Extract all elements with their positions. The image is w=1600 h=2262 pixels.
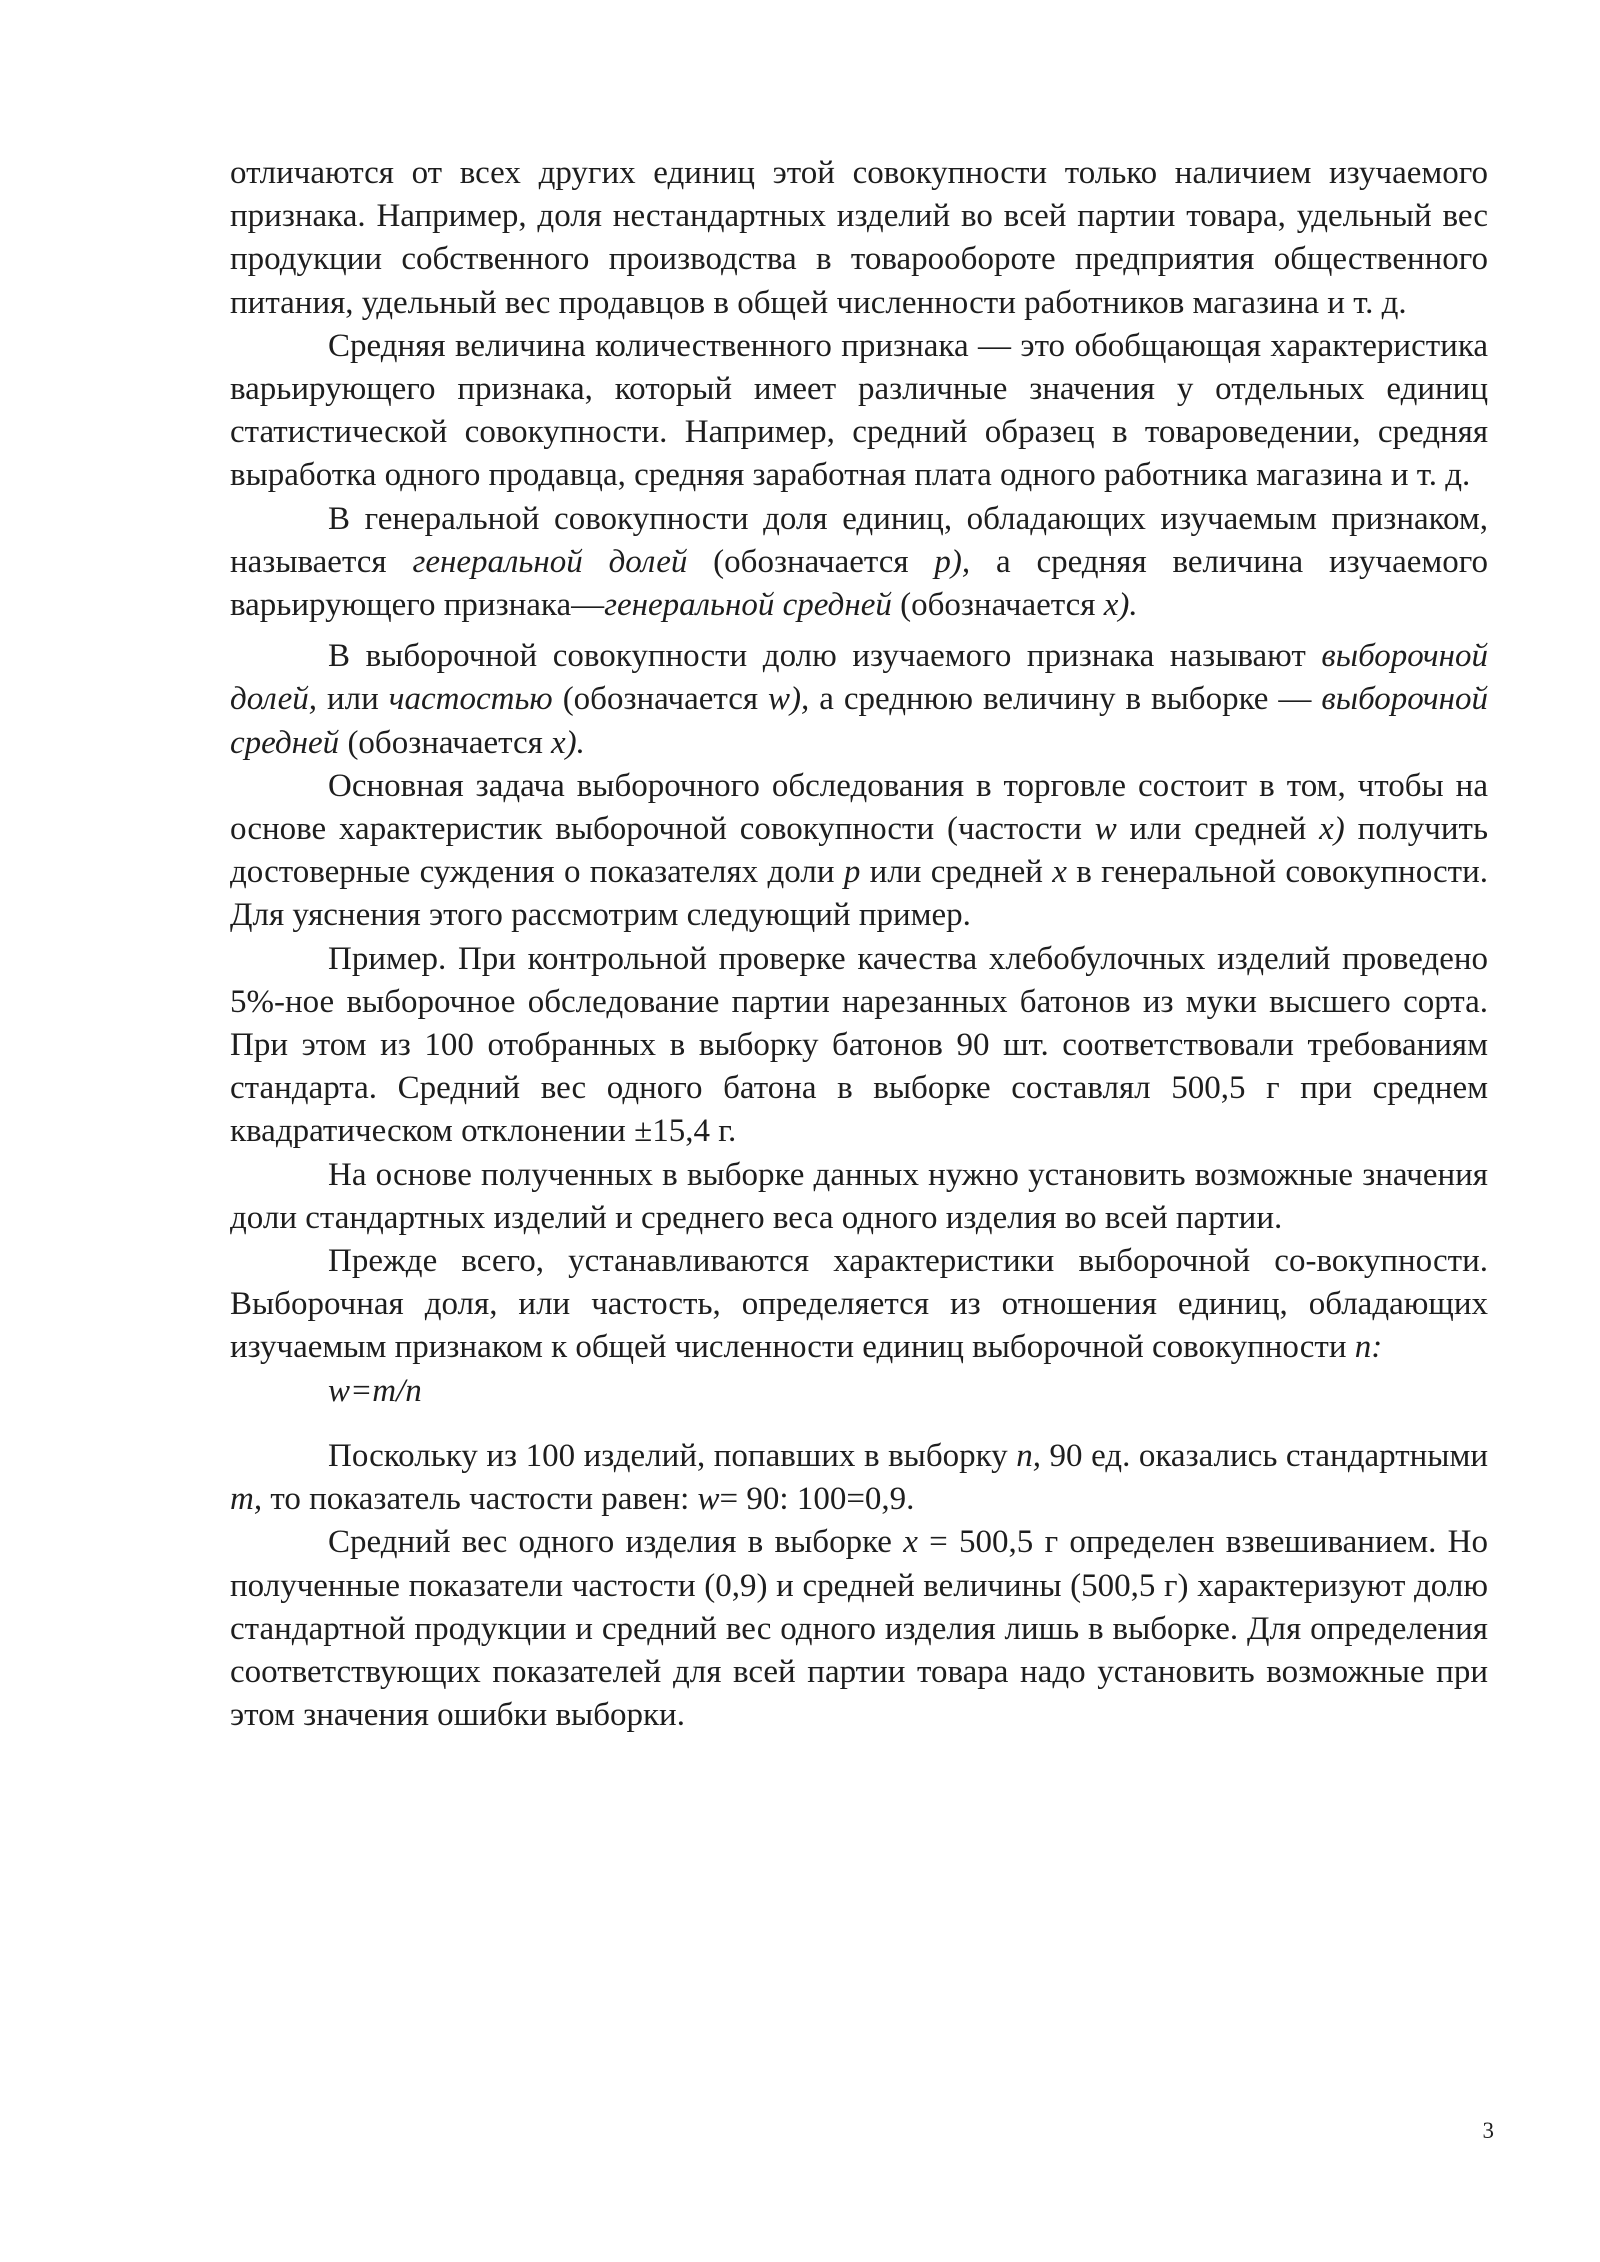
paragraph: [230, 325, 1488, 498]
italic-term: m,: [230, 1481, 263, 1518]
paragraph: [230, 1240, 1488, 1370]
italic-term: х: [903, 1524, 918, 1561]
text-segment: = 90: 100=0,9.: [719, 1481, 915, 1518]
text-segment: в генеральной совокупности. Для уяснения этого рассмотрим следующий пример.: [230, 854, 1489, 934]
paragraph: [230, 498, 1488, 628]
paragraph: [230, 938, 1488, 1154]
paragraph: [230, 1154, 1488, 1240]
italic-term: w: [1094, 811, 1117, 848]
text-segment: получить достоверные суждения о показателях доли: [230, 811, 1489, 891]
paragraphs-group: [230, 152, 1488, 1370]
paragraph: [230, 765, 1488, 938]
text-segment: Поскольку из 100 изделий, попавших в выборку: [328, 1437, 1017, 1474]
paragraph: [230, 1521, 1488, 1737]
paragraphs-after-formula: [230, 1435, 1488, 1737]
italic-term: генеральной средней: [604, 587, 892, 624]
text-segment: отличаются от всех других единиц этой совокупности только наличием изучаемого признака. Например, доля нестандартных изделий во всей партии товара, удельный вес продукции собственного производства в товарообороте предприятия общественного питания, удельный вес продавцов в общей численности работников магазина и т. д.: [230, 155, 1488, 321]
italic-term: w: [697, 1481, 720, 1518]
text-segment: Прежде всего, устанавливаются характеристики выборочной со-вокупности. Выборочная доля, или частость, определяется из отношения единиц, обладающих изучаемым признаком к общей численности единиц выборочной совокупности: [230, 1243, 1488, 1366]
italic-term: w),: [768, 681, 810, 718]
italic-term: частостью: [388, 681, 553, 718]
italic-term: р),: [934, 543, 971, 580]
text-segment: 90 ед. оказались стандартными: [1040, 1437, 1488, 1474]
text-segment: (обозначается: [687, 543, 935, 580]
text-segment: а среднюю величину в выборке —: [809, 681, 1322, 718]
text-segment: (обозначается: [891, 587, 1104, 624]
text-segment: или средней: [860, 854, 1053, 891]
italic-term: р: [843, 854, 861, 891]
text-segment: = 500,5 г определен взвешиванием. Но полученные показатели частости (0,9) и средней величины (500,5 г) характеризуют долю стандартной продукции и средний вес одного изделия лишь в выборке. Для определения соответствующих показателей для всей партии товара надо установить возможные при этом значения ошибки выборки.: [230, 1524, 1488, 1734]
text-segment: В выборочной совокупности долю изучаемого признака называют: [328, 638, 1322, 675]
italic-term: n,: [1016, 1437, 1041, 1474]
text-segment: (обозначается: [339, 724, 552, 761]
italic-term: х).: [1103, 587, 1138, 624]
italic-term: х): [1319, 811, 1345, 848]
text-segment: Средняя величина количественного признака — это обобщающая характеристика варьирующего признака, который имеет различные значения у отдельных единиц статистической совокупности. Например, средний образец в товароведении, средняя выработка одного продавца, средняя заработная плата одного работника магазина и т. д.: [230, 327, 1488, 494]
text-segment: Пример. При контрольной проверке качества хлебобулочных изделий проведено 5%-ное выборочное обследование партии нарезанных батонов из муки высшего сорта. При этом из 100 отобранных в выборку батонов 90 шт. соответствовали требованиям стандарта. Средний вес одного батона в выборке составлял 500,5 г при среднем квадратическом отклонении ±15,4 г.: [230, 940, 1488, 1150]
paragraph: [230, 1435, 1488, 1521]
formula-w-equals-m-over-n: w=m/n: [328, 1372, 422, 1409]
italic-term: х: [1052, 854, 1067, 891]
text-segment: Основная задача выборочного обследования в торговле состоит в том, чтобы на основе характеристик выборочной совокупности (частости: [230, 767, 1488, 848]
text-segment: На основе полученных в выборке данных нужно установить возможные значения доли стандартных изделий и среднего веса одного изделия во всей партии.: [230, 1156, 1488, 1236]
text-segment: В генеральной совокупности доля единиц, обладающих изучаемым признаком, называется: [230, 500, 1488, 580]
text-segment: Средний вес одного изделия в выборке: [328, 1524, 904, 1561]
text-segment: а средняя величина изучаемого варьирующего признака—: [230, 543, 1489, 624]
document-body: [230, 152, 1488, 1737]
italic-term: генеральной долей: [412, 543, 688, 580]
italic-term: х).: [551, 724, 585, 761]
page-number: 3: [1482, 2118, 1494, 2143]
text-segment: или: [316, 681, 389, 718]
text-segment: (обозначается: [552, 681, 769, 718]
text-segment: или средней: [1116, 811, 1320, 848]
italic-term: n:: [1354, 1329, 1383, 1366]
text-segment: то показатель частости равен:: [262, 1481, 698, 1518]
paragraph: [230, 635, 1488, 765]
italic-term: выборочной средней: [230, 681, 1489, 761]
paragraph: [230, 152, 1488, 325]
italic-term: выборочной долей,: [230, 638, 1488, 718]
